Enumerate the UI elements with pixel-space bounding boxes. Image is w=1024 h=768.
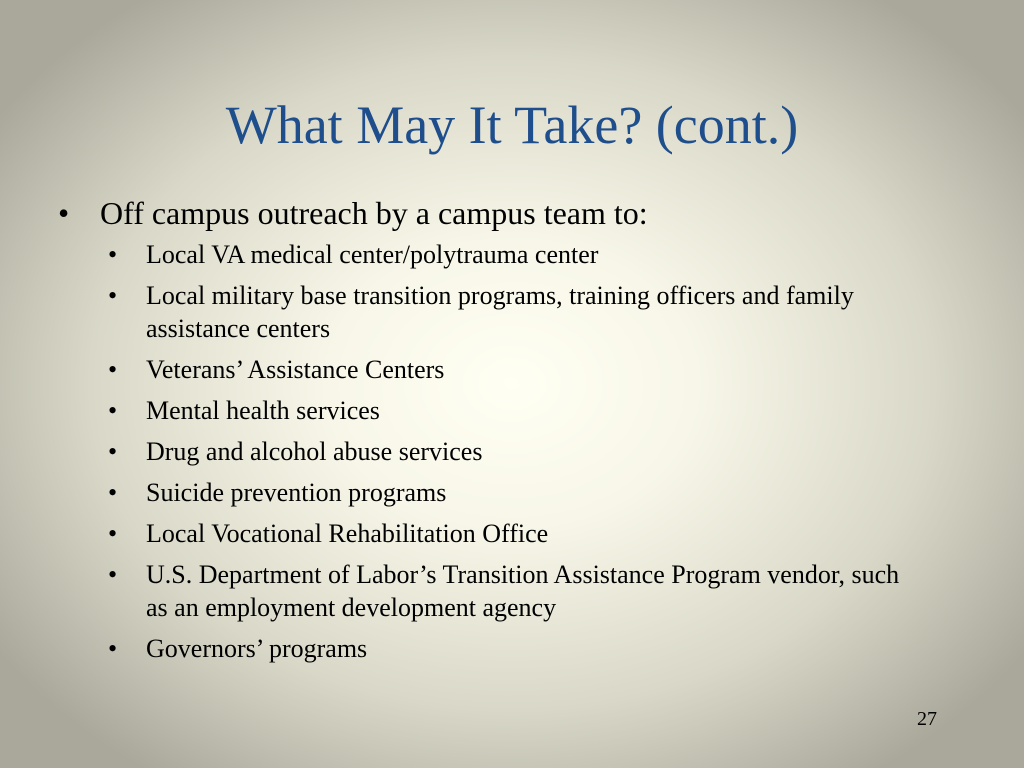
sub-bullet-text: Local military base transition programs, training officers and family assistance centers xyxy=(146,281,854,343)
bullet-icon: • xyxy=(108,396,118,425)
sub-bullet-item xyxy=(108,279,958,345)
bullet-icon: • xyxy=(108,437,118,466)
sub-bullet-text: Governors’ programs xyxy=(146,634,368,663)
sub-bullet-item xyxy=(108,353,958,386)
sub-bullet-text: Mental health services xyxy=(146,396,380,425)
main-bullet-item xyxy=(58,194,958,232)
bullet-icon: • xyxy=(108,519,118,548)
sub-bullet-text: Suicide prevention programs xyxy=(146,478,447,507)
main-bullet-text: Off campus outreach by a campus team to: xyxy=(100,195,648,231)
sub-bullet-item xyxy=(108,238,958,271)
bullet-icon: • xyxy=(108,478,118,507)
sub-bullet-text: Drug and alcohol abuse services xyxy=(146,437,483,466)
bullet-icon: • xyxy=(58,195,70,231)
page-number: 27 xyxy=(917,708,937,730)
bullet-icon: • xyxy=(108,355,118,384)
sub-bullet-item xyxy=(108,632,958,665)
bullet-icon: • xyxy=(108,560,118,589)
sub-bullet-text: Local VA medical center/polytrauma center xyxy=(146,240,599,269)
bullet-icon: • xyxy=(108,281,118,310)
sub-bullet-item xyxy=(108,517,958,550)
sub-bullet-item xyxy=(108,558,958,624)
sub-bullet-item xyxy=(108,394,958,427)
sub-bullet-item xyxy=(108,435,958,468)
bullet-icon: • xyxy=(108,240,118,269)
sub-bullet-text: U.S. Department of Labor’s Transition Assistance Program vendor, such as an employment development agency xyxy=(146,560,900,622)
sub-bullet-text: Veterans’ Assistance Centers xyxy=(146,355,445,384)
sub-bullet-item xyxy=(108,476,958,509)
slide-body xyxy=(58,194,958,673)
slide-title: What May It Take? (cont.) xyxy=(225,95,799,155)
bullet-icon: • xyxy=(108,634,118,663)
sub-bullet-text: Local Vocational Rehabilitation Office xyxy=(146,519,549,548)
